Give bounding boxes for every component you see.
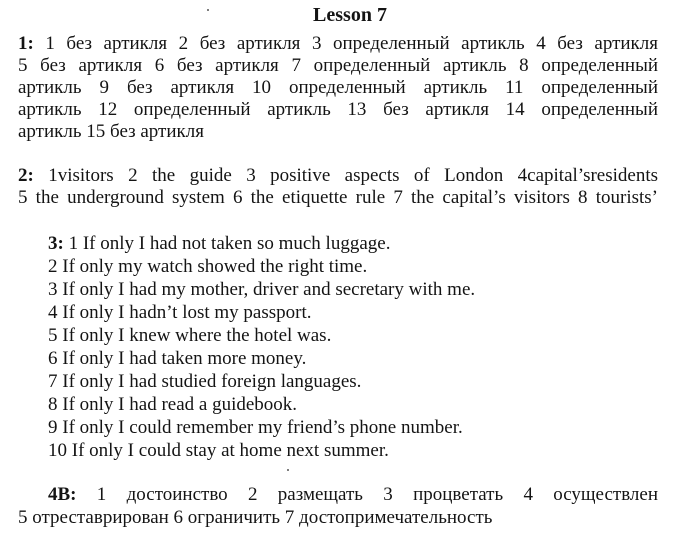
section-3-label: 3:: [48, 233, 64, 254]
section-2-line-2: 5 the underground system 6 the etiquette rule 7 the capital’s visitors 8 tourists’: [18, 187, 658, 208]
section-1-line-3: артикль 9 без артикля 10 определенный артикль 11 определенный: [18, 77, 658, 98]
section-3-line-6: 6 If only I had taken more money.: [48, 348, 307, 369]
section-3-line-5: 5 If only I knew where the hotel was.: [48, 325, 332, 346]
section-2-line-1: 2: 1visitors 2 the guide 3 positive aspects of London 4capital’sresidents: [18, 165, 658, 186]
section-2-label: 2:: [18, 165, 34, 186]
section-1-label: 1:: [18, 33, 34, 54]
section-1-line-4: артикль 12 определенный артикль 13 без артикля 14 определенный: [18, 99, 658, 120]
section-4-line-1: 4B: 1 достоинство 2 размещать 3 процветать 4 осуществлен: [48, 484, 658, 505]
scan-speck: [287, 469, 289, 471]
section-4-label: 4B:: [48, 484, 77, 505]
section-3-line-10: 10 If only I could stay at home next summer.: [48, 440, 389, 461]
section-1-line-5: артикль 15 без артикля: [18, 121, 204, 142]
section-3-line-8: 8 If only I had read a guidebook.: [48, 394, 298, 415]
section-3-line-3: 3 If only I had my mother, driver and secretary with me.: [48, 279, 476, 300]
section-3-line-1: 3: 1 If only I had not taken so much luggage.: [48, 233, 391, 254]
section-3-line-7: 7 If only I had studied foreign languages.: [48, 371, 362, 392]
section-1-line-1: 1: 1 без артикля 2 без артикля 3 определенный артикль 4 без артикля: [18, 33, 658, 54]
section-1-line-2: 5 без артикля 6 без артикля 7 определенный артикль 8 определенный: [18, 55, 658, 76]
lesson-title: Lesson 7: [313, 4, 387, 26]
section-3-line-9: 9 If only I could remember my friend’s phone number.: [48, 417, 463, 438]
section-3-line-2: 2 If only my watch showed the right time.: [48, 256, 368, 277]
section-3-line-4: 4 If only I hadn’t lost my passport.: [48, 302, 312, 323]
section-4-line-2: 5 отреставрирован 6 ограничить 7 достопримечательность: [18, 507, 493, 528]
